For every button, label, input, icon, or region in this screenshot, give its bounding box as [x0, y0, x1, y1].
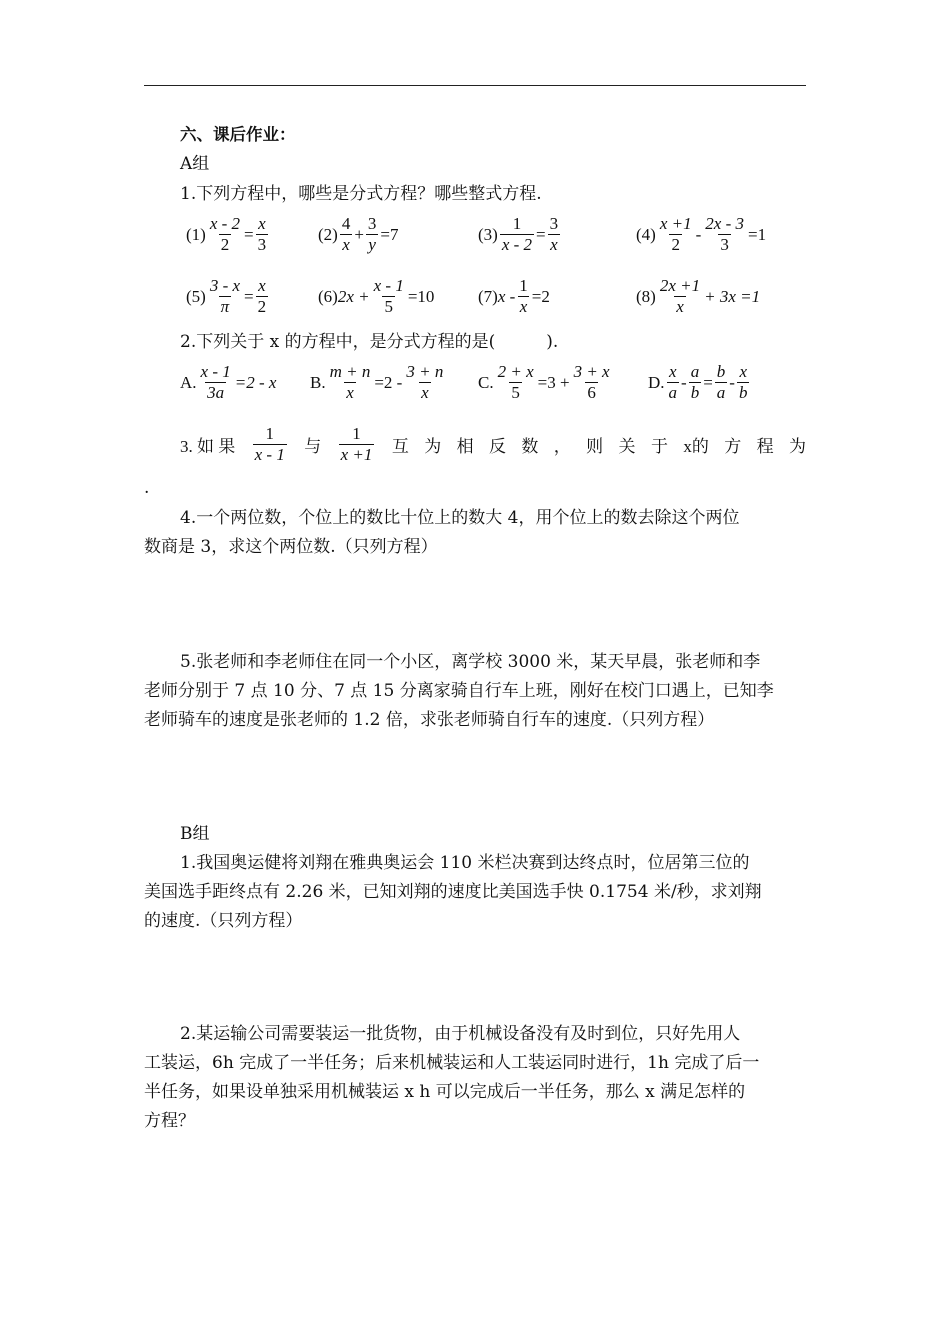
group-a-label: A组	[180, 154, 210, 174]
a-q5-line1: 5.张老师和李老师住在同一个小区，离学校 3000 米，某天早晨，张老师和李	[180, 652, 761, 672]
a-q2-option-a: A. $\frac{x - 1}{3a}$ =2 - x	[180, 362, 277, 402]
a-q2-option-c: C. $\frac{2 + x}{5}$ =3 + $\frac{3 + x}{6}$	[478, 362, 610, 402]
a-q2-option-b: B. $\frac{m + n}{x}$ =2 - $\frac{3 + n}{x}$	[310, 362, 444, 402]
a-q1-item-8: (8) $\frac{2x +1}{x}$ + 3x =1	[636, 276, 761, 316]
a-q1-item-2: (2) $\frac{4}{x}$ + $\frac{3}{y}$ =7	[318, 214, 399, 254]
a-q5-line3: 老师骑车的速度是张老师的 1.2 倍，求张老师骑自行车的速度.（只列方程）	[144, 710, 715, 730]
a-q4-line1: 4.一个两位数，个位上的数比十位上的数大 4，用个位上的数去除这个两位	[180, 508, 740, 528]
a-q1-item-7: (7) x - $\frac{1}{x}$ =2	[478, 276, 550, 316]
group-b-label: B组	[180, 824, 210, 844]
section-title: 六、课后作业：	[180, 125, 296, 144]
a-q1-item-5: (5) $\frac{3 - x}{\pi}$ = $\frac{x}{2}$	[186, 276, 267, 316]
a-q1-text: 1.下列方程中，哪些是分式方程？哪些整式方程.	[180, 184, 542, 204]
b-q2-line2: 工装运，6h 完成了一半任务；后来机械装运和人工装运同时进行，1h 完成了后一	[144, 1053, 760, 1073]
a-q1-item-1: (1) $\frac{x - 2}{2}$ = $\frac{x}{3}$	[186, 214, 267, 254]
b-q2-line1: 2.某运输公司需要装运一批货物，由于机械设备没有及时到位，只好先用人	[180, 1024, 741, 1044]
a-q1-item-3: (3) $\frac{1}{x - 2}$ = $\frac{3}{x}$	[478, 214, 559, 254]
b-q2-line4: 方程？	[144, 1111, 195, 1131]
a-q2-option-d: D. $\frac{x}{a}$ - $\frac{a}{b}$ = $\frac{b}{a}$ - $\frac{x}{b}$	[648, 362, 748, 402]
a-q2-text: 2.下列关于 x 的方程中，是分式方程的是( ).	[180, 332, 559, 352]
a-q3: 3. 如 果 $\frac{1}{x - 1}$ 与 $\frac{1}{x +1}$ 互 为 相 反 数 ， 则 关 于 x的 方 程 为	[180, 424, 806, 464]
a-q1-item-6: (6) 2x + $\frac{x - 1}{5}$ =10	[318, 276, 435, 316]
a-q5-line2: 老师分别于 7 点 10 分、7 点 15 分离家骑自行车上班，刚好在校门口遇上，已知李	[144, 681, 774, 701]
b-q1-line3: 的速度.（只列方程）	[144, 911, 303, 931]
b-q1-line1: 1.我国奥运健将刘翔在雅典奥运会 110 米栏决赛到达终点时，位居第三位的	[180, 853, 750, 873]
header-rule	[144, 85, 806, 86]
a-q4-line2: 数商是 3，求这个两位数.（只列方程）	[144, 537, 438, 557]
a-q1-item-4: (4) $\frac{x +1}{2}$ - $\frac{2x - 3}{3}$ =1	[636, 214, 767, 254]
a-q3-end: .	[144, 478, 150, 498]
b-q1-line2: 美国选手距终点有 2.26 米，已知刘翔的速度比美国选手快 0.1754 米/秒，求刘翔	[144, 882, 762, 902]
b-q2-line3: 半任务，如果设单独采用机械装运 x h 可以完成后一半任务，那么 x 满足怎样的	[144, 1082, 746, 1102]
